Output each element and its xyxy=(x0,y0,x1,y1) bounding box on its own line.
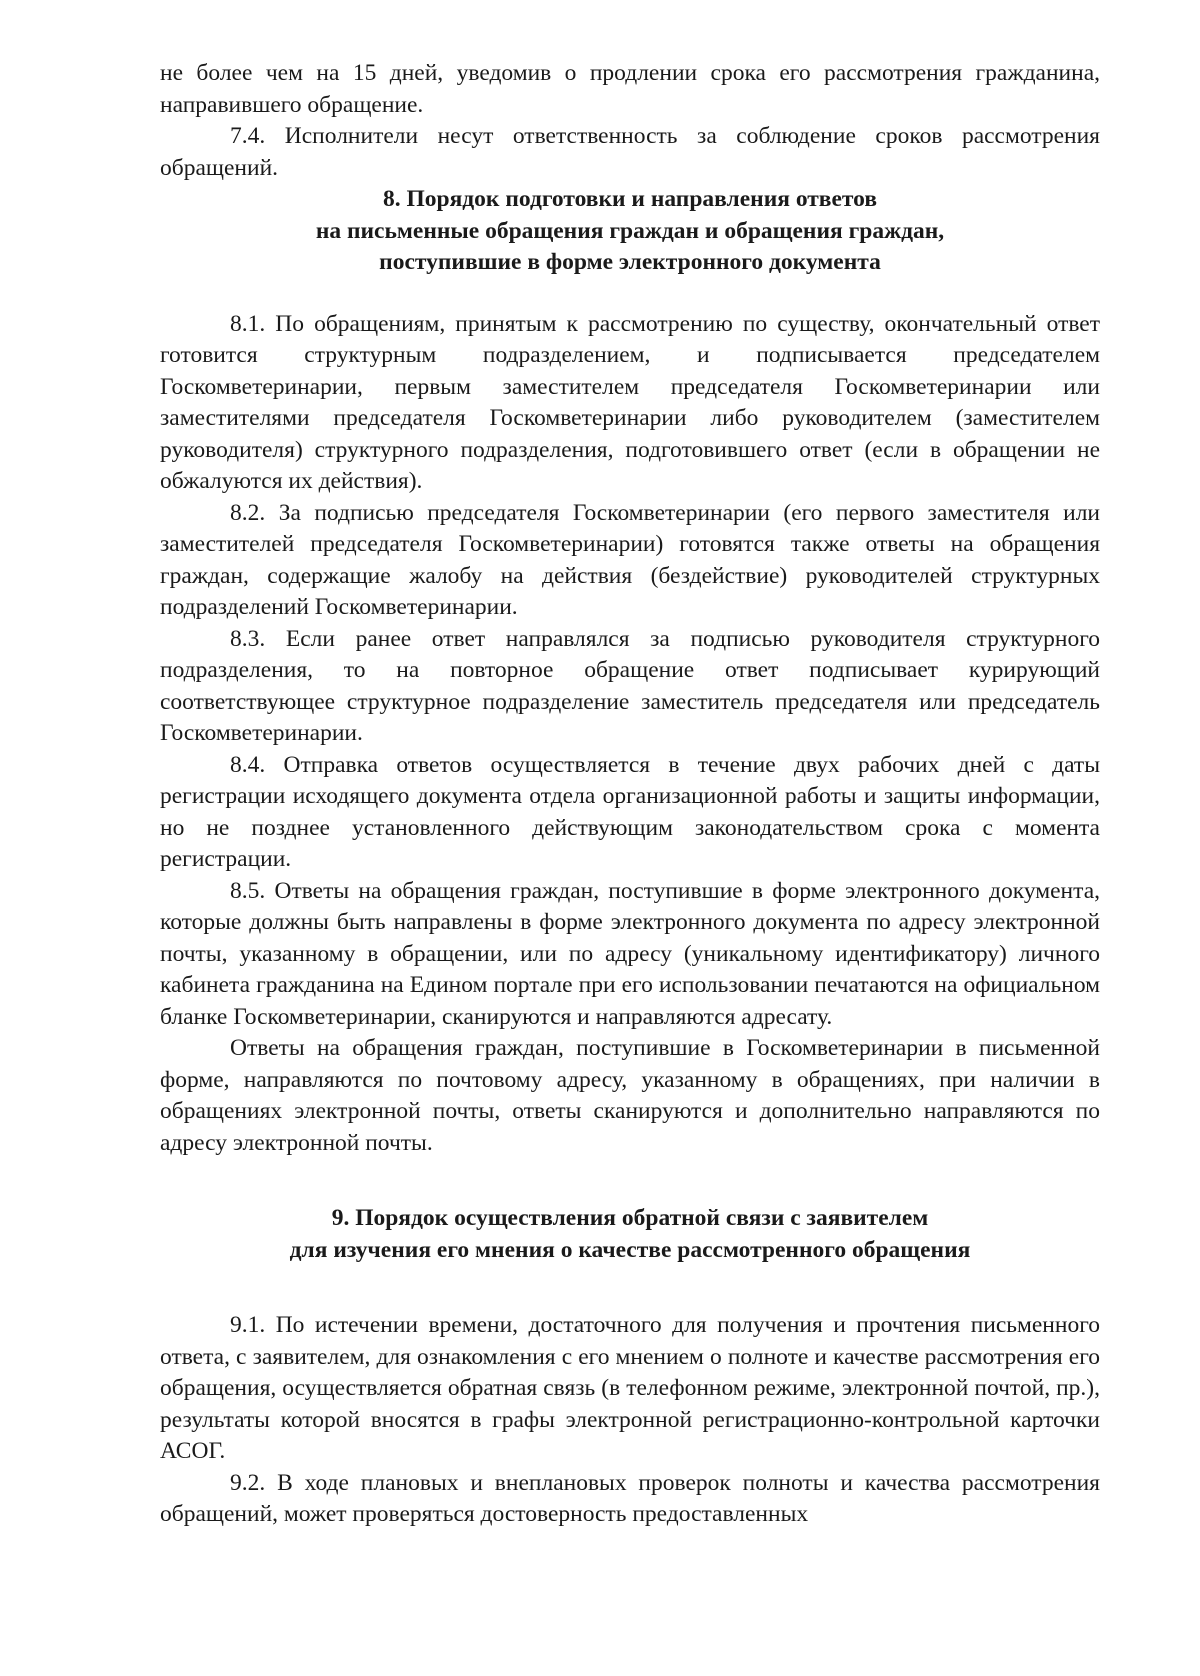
paragraph-9-2: 9.2. В ходе плановых и внеплановых проверок полноты и качества рассмотрения обращений, может проверяться достоверность предоставленных xyxy=(160,1469,1100,1527)
section-8-heading-line: 8. Порядок подготовки и направления ответов xyxy=(382,186,878,212)
paragraph-7-4: 7.4. Исполнители несут ответственность за соблюдение сроков рассмотрения обращений. xyxy=(160,123,1100,181)
paragraph-8-5-answers: Ответы на обращения граждан, поступившие в Госкомветеринарии в письменной форме, направляются по почтовому адресу, указанному в обращениях, при наличии в обращениях электронной почты, ответы сканируются и дополнительно направляются по адресу электронной почты. xyxy=(160,1035,1100,1156)
paragraph-8-3: 8.3. Если ранее ответ направлялся за подписью руководителя структурного подразделения, то на повторное обращение ответ подписывает курирующий соответствующее структурное подразделение заместитель председателя или председатель Госкомветеринарии. xyxy=(160,625,1100,746)
spacer xyxy=(160,1159,1100,1203)
section-9-heading-line: для изучения его мнения о качестве рассмотренного обращения xyxy=(289,1236,971,1263)
paragraph-8-2: 8.2. За подписью председателя Госкомветеринарии (его первого заместителя или заместителей председателя Госкомветеринарии) готовятся также ответы на обращения граждан, содержащие жалобу на действия (бездействие) руководителей структурных подразделений Госкомветеринарии. xyxy=(160,499,1100,620)
paragraph-8-5: 8.5. Ответы на обращения граждан, поступившие в форме электронного документа, которые должны быть направлены в форме электронного документа по адресу электронной почты, указанному в обращении, или по адресу (уникальному идентификатору) личного кабинета гражданина на Едином портале при его использовании печатаются на официальном бланке Госкомветеринарии, сканируются и направляются адресату. xyxy=(160,877,1100,1030)
spacer xyxy=(160,1266,1100,1310)
section-9-heading xyxy=(160,1203,1100,1266)
section-8-heading-line: поступившие в форме электронного документа xyxy=(379,249,881,275)
section-8-heading xyxy=(160,184,1100,279)
section-9-heading-line: 9. Порядок осуществления обратной связи с заявителем xyxy=(331,1205,929,1231)
section-8-heading-line: на письменные обращения граждан и обращения граждан, xyxy=(315,217,945,244)
paragraph-7-3-continuation: не более чем на 15 дней, уведомив о продлении срока его рассмотрения гражданина, направившего обращение. xyxy=(160,60,1100,118)
paragraph-8-1: 8.1. По обращениям, принятым к рассмотрению по существу, окончательный ответ готовится структурным подразделением, и подписывается председателем Госкомветеринарии, первым заместителем председателя Госкомветеринарии или заместителями председателя Госкомветеринарии либо руководителем (заместителем руководителя) структурного подразделения, подготовившего ответ (если в обращении не обжалуются их действия). xyxy=(160,310,1100,494)
paragraph-8-4: 8.4. Отправка ответов осуществляется в течение двух рабочих дней с даты регистрации исходящего документа отдела организационной работы и защиты информации, но не позднее установленного действующим законодательством срока с момента регистрации. xyxy=(160,751,1100,872)
spacer xyxy=(160,279,1100,309)
paragraph-9-1: 9.1. По истечении времени, достаточного для получения и прочтения письменного ответа, с заявителем, для ознакомления с его мнением о полноте и качестве рассмотрения его обращения, осуществляется обратная связь (в телефонном режиме, электронной почтой, пр.), результаты которой вносятся в графы электронной регистрационно-контрольной карточки АСОГ. xyxy=(160,1312,1100,1464)
